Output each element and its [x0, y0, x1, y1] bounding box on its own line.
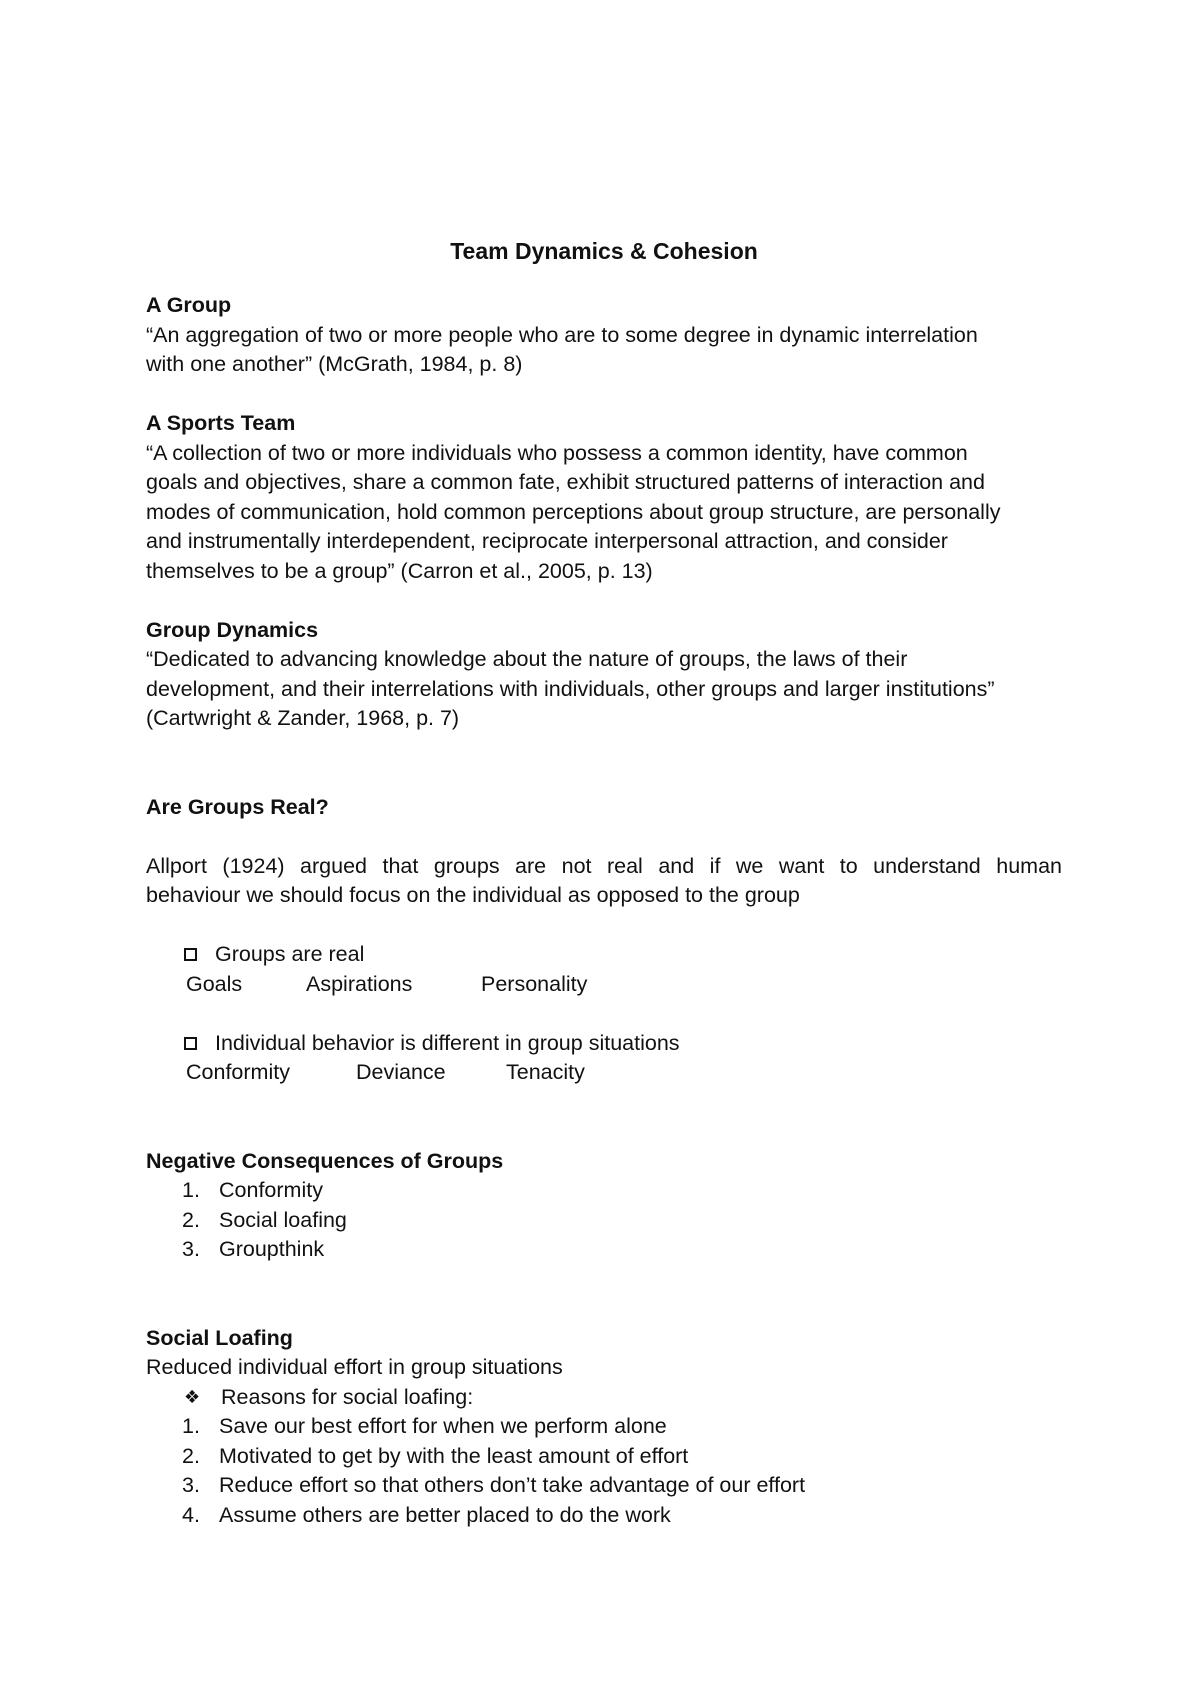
list-text: Groupthink — [219, 1237, 325, 1261]
list-number: 3. — [182, 1237, 200, 1261]
list-text: Reduce effort so that others don’t take advantage of our effort — [219, 1473, 806, 1497]
list-text: Social loafing — [219, 1207, 347, 1232]
sports-team-line-1: “A collection of two or more individuals who possess a common identity, have common — [146, 440, 968, 465]
sports-team-line-5: themselves to be a group” (Carron et al., 2005, p. 13) — [146, 558, 653, 583]
checklist-item-groups-real — [184, 940, 1062, 970]
term: Aspirations — [306, 971, 413, 996]
bullet-reasons — [184, 1383, 1062, 1413]
group-dynamics-line-3: (Cartwright & Zander, 1968, p. 7) — [146, 706, 460, 730]
heading-group-dynamics: Group Dynamics — [146, 617, 319, 642]
list-item — [182, 1471, 1062, 1501]
list-number: 1. — [182, 1414, 200, 1438]
diamond-bullet-icon: ❖ — [184, 1387, 201, 1408]
group-quote-line-2: with one another” (McGrath, 1984, p. 8) — [146, 352, 523, 376]
group-dynamics-line-1: “Dedicated to advancing knowledge about the nature of groups, the laws of their — [146, 647, 908, 671]
list-item — [182, 1206, 1062, 1236]
term: Tenacity — [506, 1060, 585, 1084]
heading-social-loafing: Social Loafing — [146, 1325, 293, 1350]
list-text: Conformity — [219, 1178, 323, 1202]
checkbox-icon — [184, 948, 197, 961]
heading-negative-consequences: Negative Consequences of Groups — [146, 1148, 504, 1173]
heading-sports-team: A Sports Team — [146, 411, 296, 435]
list-number: 2. — [182, 1443, 200, 1468]
list-text: Motivated to get by with the least amount of effort — [219, 1443, 689, 1468]
sports-team-line-4: and instrumentally interdependent, reciprocate interpersonal attraction, and consider — [146, 529, 948, 553]
list-item — [182, 1442, 1062, 1472]
list-item — [182, 1176, 1062, 1206]
list-text: Save our best effort for when we perform alone — [219, 1414, 667, 1438]
checkbox-icon — [184, 1037, 197, 1050]
bullet-text: Reasons for social loafing: — [221, 1384, 474, 1409]
list-number: 1. — [182, 1178, 200, 1202]
term: Conformity — [186, 1060, 290, 1084]
negative-consequences-list — [146, 1176, 1062, 1265]
checklist-label: Groups are real — [215, 942, 365, 966]
terms-row-1 — [186, 970, 1062, 1000]
sports-team-line-3: modes of communication, hold common perceptions about group structure, are personally — [146, 499, 1001, 524]
list-item — [182, 1412, 1062, 1442]
heading-are-groups-real: Are Groups Real? — [146, 794, 329, 819]
sports-team-line-2: goals and objectives, share a common fate, exhibit structured patterns of interaction and — [146, 470, 985, 494]
allport-line-1: Allport (1924) argued that groups are not real and if we want to understand human — [146, 853, 1062, 878]
group-dynamics-line-2: development, and their interrelations with individuals, other groups and larger institutions” — [146, 676, 995, 701]
list-item — [182, 1235, 1062, 1265]
checklist-label: Individual behavior is different in group situations — [215, 1030, 680, 1055]
page-title: Team Dynamics & Cohesion — [450, 238, 758, 264]
group-quote-line-1: “An aggregation of two or more people who are to some degree in dynamic interrelation — [146, 322, 978, 347]
list-text: Assume others are better placed to do the work — [219, 1502, 671, 1527]
list-number: 3. — [182, 1473, 200, 1497]
list-item — [182, 1501, 1062, 1531]
term: Deviance — [356, 1060, 446, 1084]
heading-a-group: A Group — [146, 293, 232, 317]
checklist-item-individual-behavior — [184, 1029, 1062, 1059]
term: Personality — [481, 971, 588, 996]
document-content — [146, 236, 1062, 1530]
allport-line-2: behaviour we should focus on the individual as opposed to the group — [146, 883, 800, 907]
list-number: 4. — [182, 1502, 200, 1527]
term: Goals — [186, 971, 243, 996]
terms-row-2 — [186, 1058, 1062, 1088]
list-number: 2. — [182, 1207, 200, 1232]
social-loafing-definition: Reduced individual effort in group situations — [146, 1355, 563, 1379]
social-loafing-reasons-list — [146, 1412, 1062, 1530]
